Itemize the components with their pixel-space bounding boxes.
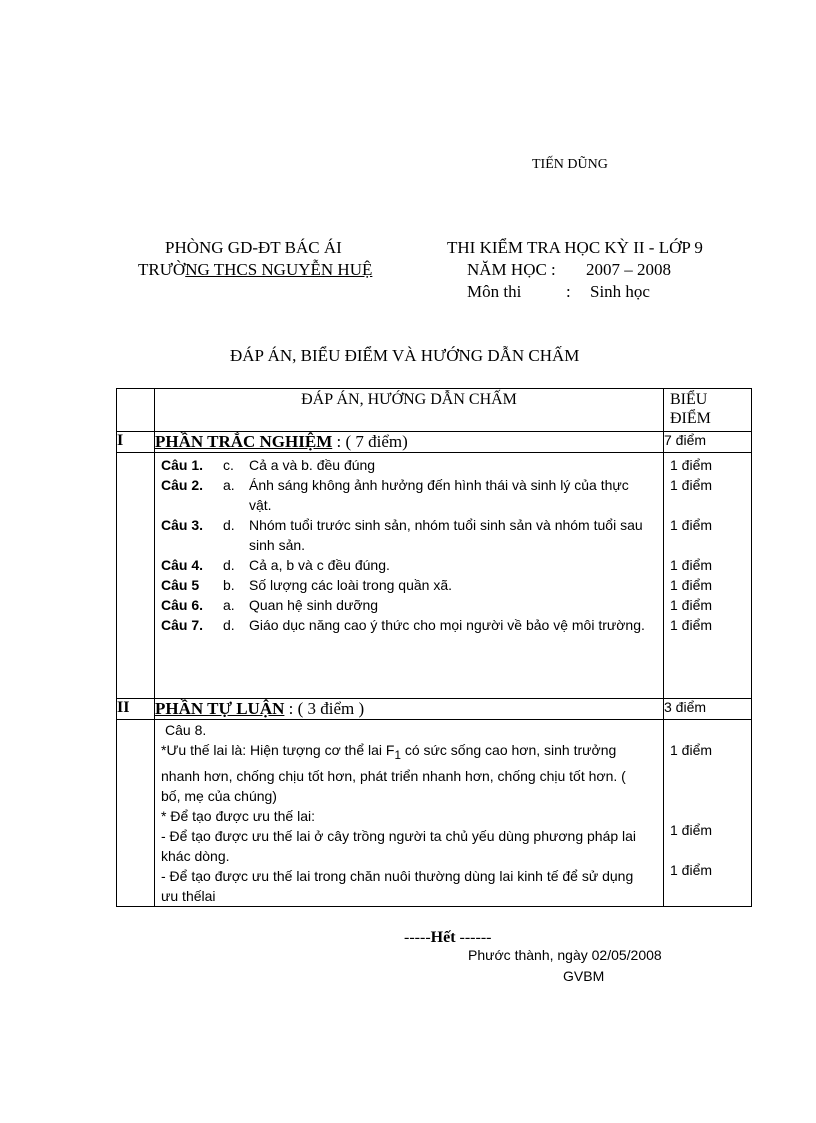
question-4 [161, 555, 647, 575]
question-label: Câu 2. [161, 477, 204, 493]
place-and-date: Phước thành, ngày 02/05/2008 [468, 947, 662, 963]
question-answer: Nhóm tuổi trước sinh sản, nhóm tuổi sinh sản và nhóm tuổi sau sinh sản. [249, 517, 643, 553]
score-question-6: 1 điểm [670, 597, 713, 613]
part1-body-number-cell [117, 453, 155, 699]
question-option: a. [223, 597, 235, 613]
score-crops: 1 điểm [670, 822, 713, 838]
heterosis-definition-end: có sức sống cao hơn, sinh trưởng nhanh hơn, chống chịu tốt hơn, phát triển nhanh hơn, chống chịu tốt hơn. ( bố, mẹ của chúng) [161, 742, 626, 804]
question-label: Câu 3. [161, 517, 204, 533]
question-option: b. [223, 577, 235, 593]
school-name [138, 260, 372, 280]
question-5 [161, 575, 647, 595]
question-8-label: Câu 8. [165, 722, 207, 738]
part1-questions-cell [155, 453, 664, 699]
question-answer: Ánh sáng không ảnh hưởng đến hình thái và sinh lý của thực vật. [249, 477, 629, 513]
question-7 [161, 615, 647, 635]
question-answer: Cả a, b và c đều đúng. [249, 557, 390, 573]
school-name-prefix: TRƯỜ [138, 260, 186, 279]
heterosis-in-livestock: - Để tạo được ưu thế lai trong chăn nuôi thường dùng lai kinh tế để sử dụng ưu thếlai [161, 867, 634, 904]
question-option: c. [223, 457, 234, 473]
part1-points: 7 điểm [664, 432, 752, 453]
part1-scores-cell [664, 453, 752, 699]
header-answers-cell: ĐÁP ÁN, HƯỚNG DẪN CHẤM [155, 389, 664, 432]
question-label: Câu 5 [161, 577, 200, 593]
heterosis-creation-heading: * Để tạo được ưu thế lai: [161, 807, 315, 824]
question-option: d. [223, 517, 235, 533]
header-score-cell [664, 389, 752, 432]
school-year-label: NĂM HỌC : [467, 260, 556, 279]
part2-roman: II [117, 699, 155, 720]
part1-roman: I [117, 432, 155, 453]
end-marker [404, 929, 491, 947]
question-option: a. [223, 477, 235, 493]
question-answer: Cả a và b. đều đúng [249, 457, 376, 473]
part2-essay-cell [155, 720, 664, 907]
part1-body-row [117, 453, 752, 699]
part1-title [155, 432, 664, 453]
end-marker-word: Hết [430, 929, 456, 946]
exam-title: THI KIỂM TRA HỌC KỲ II - LỚP 9 [447, 238, 703, 257]
score-question-5: 1 điểm [670, 577, 713, 593]
part1-heading-row [117, 432, 752, 453]
header-score-line1: BIỂU [670, 391, 708, 408]
part2-scores-cell [664, 720, 752, 907]
score-question-1: 1 điểm [670, 457, 713, 473]
score-livestock: 1 điểm [670, 862, 713, 878]
score-question-2: 1 điểm [670, 477, 713, 493]
heterosis-in-crops: - Để tạo được ưu thế lai ở cây trồng người ta chủ yếu dùng phương pháp lai khác dòng. [161, 827, 637, 864]
question-label: Câu 1. [161, 457, 204, 473]
answer-table [116, 388, 752, 907]
score-spacer [670, 720, 751, 740]
question-6 [161, 595, 647, 615]
heterosis-definition-start: *Ưu thế lai là: Hiện tượng cơ thể lai F [161, 742, 395, 758]
question-answer: Giáo dục năng cao ý thức cho mọi người về bảo vệ môi trường. [249, 617, 645, 633]
part1-title-text: PHẦN TRẮC NGHIỆM [155, 432, 333, 451]
part2-heading-row [117, 699, 752, 720]
end-marker-suffix: ------ [455, 929, 492, 946]
heterosis-definition [161, 740, 647, 806]
subject-colon: : [566, 282, 571, 301]
score-question-4: 1 điểm [670, 557, 713, 573]
score-question-3: 1 điểm [670, 517, 713, 533]
header-number-cell [117, 389, 155, 432]
document-title: ĐÁP ÁN, BIỂU ĐIỂM VÀ HƯỚNG DẪN CHẤM [230, 346, 580, 365]
end-marker-prefix: ----- [404, 929, 431, 946]
department-name: PHÒNG GD-ĐT BÁC ÁI [165, 238, 342, 257]
score-definition: 1 điểm [670, 742, 713, 758]
question-label: Câu 6. [161, 597, 204, 613]
part2-subtitle: : ( 3 điểm ) [284, 699, 365, 718]
question-option: d. [223, 557, 235, 573]
signature-title: GVBM [563, 968, 605, 984]
question-label: Câu 7. [161, 617, 204, 633]
table-header-row [117, 389, 752, 432]
f1-subscript: 1 [394, 748, 401, 762]
part1-subtitle: : ( 7 điểm) [332, 432, 408, 451]
school-year-value: 2007 – 2008 [586, 260, 671, 279]
question-3 [161, 515, 647, 555]
question-2 [161, 475, 647, 515]
part2-title-text: PHẦN TỰ LUẬN [155, 699, 285, 718]
part2-points: 3 điểm [664, 699, 752, 720]
subject-label: Môn thi [467, 282, 522, 301]
question-answer: Số lượng các loài trong quần xã. [249, 577, 453, 593]
question-label: Câu 4. [161, 557, 204, 573]
author-name: TIẾN DŨNG [532, 157, 608, 172]
score-question-7: 1 điểm [670, 617, 713, 633]
part2-body-number-cell [117, 720, 155, 907]
subject-value: Sinh học [590, 282, 650, 301]
question-answer: Quan hệ sinh dưỡng [249, 597, 379, 613]
part2-body-row [117, 720, 752, 907]
question-1 [161, 455, 647, 475]
part2-title [155, 699, 664, 720]
question-option: d. [223, 617, 235, 633]
school-name-underlined: NG THCS NGUYỄN HUỆ [185, 260, 373, 279]
header-score-line2: ĐIỂM [670, 410, 711, 427]
